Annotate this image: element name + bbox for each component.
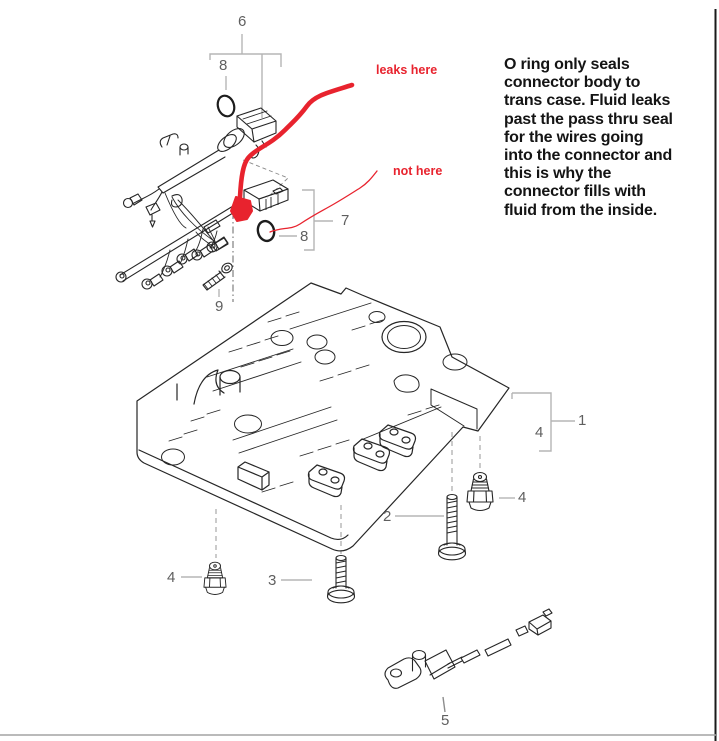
- check-valve-left: [204, 562, 226, 594]
- callout-1: 1: [578, 412, 587, 429]
- callout-7: 7: [341, 212, 350, 229]
- speed-sensor-drawing: [385, 609, 552, 688]
- bracket-1: [512, 393, 551, 451]
- bolt-9-drawing: [203, 261, 234, 290]
- not-here-label: not here: [393, 164, 443, 178]
- note-line: connector fills with: [504, 183, 646, 201]
- callout-8-top: 8: [219, 57, 228, 74]
- leak-point-blob: [231, 197, 252, 221]
- callout-4-right: 4: [518, 489, 527, 506]
- note-line: trans case. Fluid leaks: [504, 92, 671, 110]
- callout-4-left: 4: [167, 569, 176, 586]
- callout-8-side: 8: [300, 228, 309, 245]
- note-line: for the wires going: [504, 128, 644, 146]
- hatch-marks: [169, 312, 439, 492]
- o-ring-note: [504, 56, 716, 220]
- callout-4-bracket: 4: [535, 424, 544, 441]
- bolt-3-drawing: [328, 556, 355, 603]
- callout-9: 9: [215, 298, 224, 315]
- note-line: past the pass thru seal: [504, 110, 673, 128]
- check-valve-right: [467, 473, 493, 511]
- valve-body-drawing: [137, 283, 509, 551]
- note-line: fluid from the inside.: [504, 201, 657, 219]
- note-line: O ring only seals: [504, 56, 630, 73]
- leader-5: [443, 697, 445, 712]
- note-line: this is why the: [504, 165, 612, 183]
- bolt-2-drawing: [439, 495, 466, 560]
- fastener-drawings: [204, 473, 493, 603]
- note-line: into the connector and: [504, 147, 673, 165]
- note-line: connector body to: [504, 74, 641, 92]
- callout-6: 6: [238, 13, 247, 30]
- wiring-harness-drawing: [116, 108, 276, 290]
- callout-2: 2: [383, 508, 392, 525]
- callout-5: 5: [441, 712, 450, 729]
- leaks-here-label: leaks here: [376, 63, 438, 77]
- callout-3: 3: [268, 572, 277, 589]
- o-ring-top: [215, 94, 237, 119]
